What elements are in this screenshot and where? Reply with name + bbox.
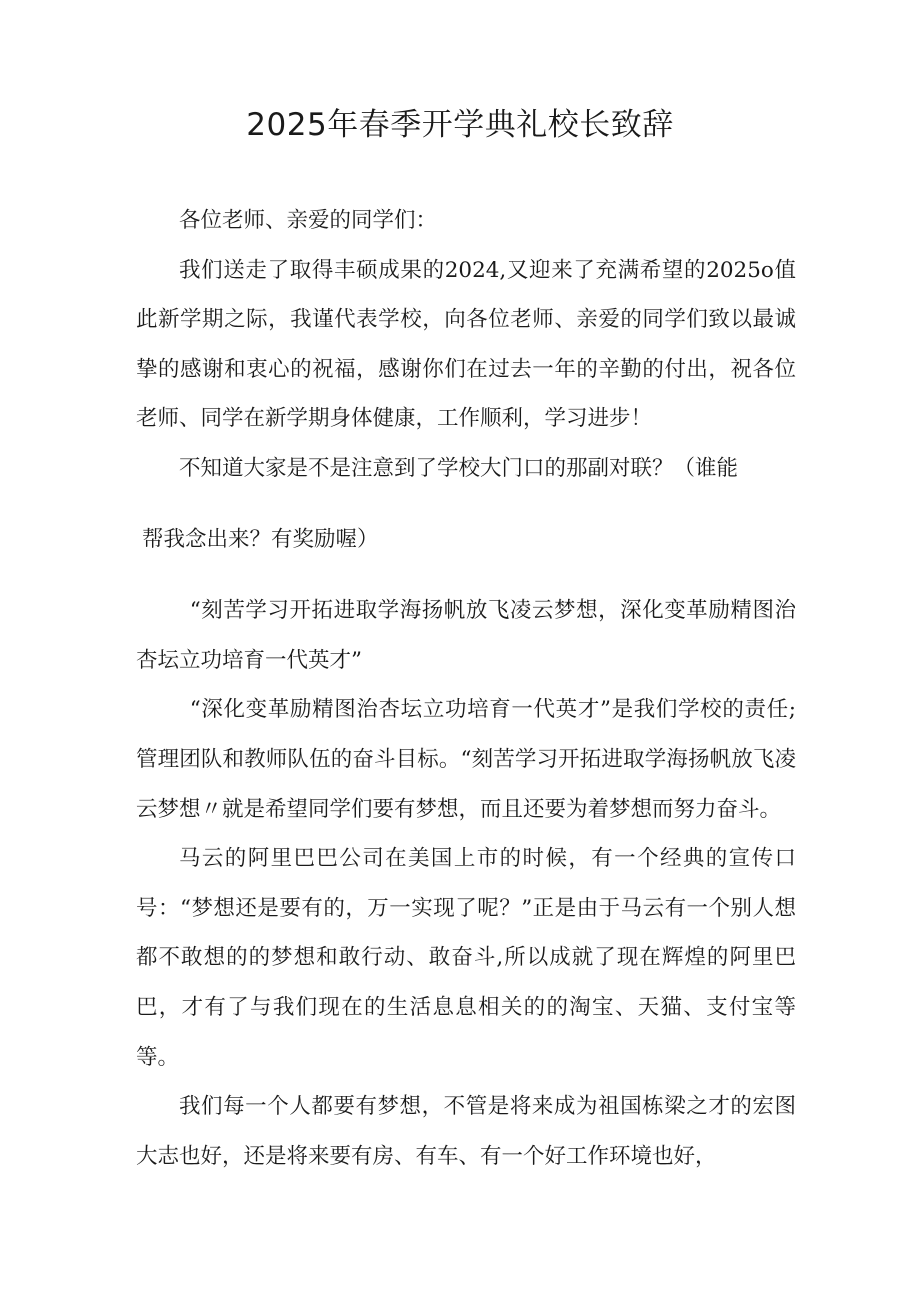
paragraph-dreams: 我们每一个人都要有梦想，不管是将来成为祖国栋梁之才的宏图大志也好，还是将来要有房、有车、有一个好工作环境也好， <box>136 1094 796 1169</box>
paragraph-opening: 我们送走了取得丰硕成果的2024,又迎来了充满希望的2025o值此新学期之际，我谨代表学校，向各位老师、亲爱的同学们致以最诚挚的感谢和衷心的祝福，感谢你们在过去一年的辛勤的付出，祝各位老师、同学在新学期身体健康，工作顺利，学习进步！ <box>136 257 796 432</box>
paragraph-couplet-question: 不知道大家是不是注意到了学校大门口的那副对联？（谁能 <box>179 455 739 481</box>
paragraph-school-mission: “深化变革励精图治杏坛立功培育一代英才”是我们学校的责任;管理团队和教师队伍的奋斗目标。“刻苦学习开拓进取学海扬帆放飞凌云梦想〃就是希望同学们要有梦想，而且还要为着梦想而努力奋斗。 <box>136 697 796 822</box>
paragraph-couplet-quote: “刻苦学习开拓进取学海扬帆放飞凌云梦想，深化变革励精图治杏坛立功培育一代英才” <box>136 598 796 673</box>
document-body <box>136 196 796 1181</box>
greeting: 各位老师、亲爱的同学们： <box>179 208 438 233</box>
document-title: 2025年春季开学典礼校长致辞 <box>246 107 674 143</box>
paragraph-jack-ma: 马云的阿里巴巴公司在美国上市的时候，有一个经典的宣传口号：“梦想还是要有的，万一实现了呢？”正是由于马云有一个别人想都不敢想的的梦想和敢行动、敢奋斗,所以成就了现在辉煌的阿里巴巴，才有了与我们现在的生活息息相关的的淘宝、天猫、支付宝等等。 <box>136 846 796 1070</box>
paragraph-couplet-question-continued: 帮我念出来？有奖励喔） <box>142 527 379 553</box>
